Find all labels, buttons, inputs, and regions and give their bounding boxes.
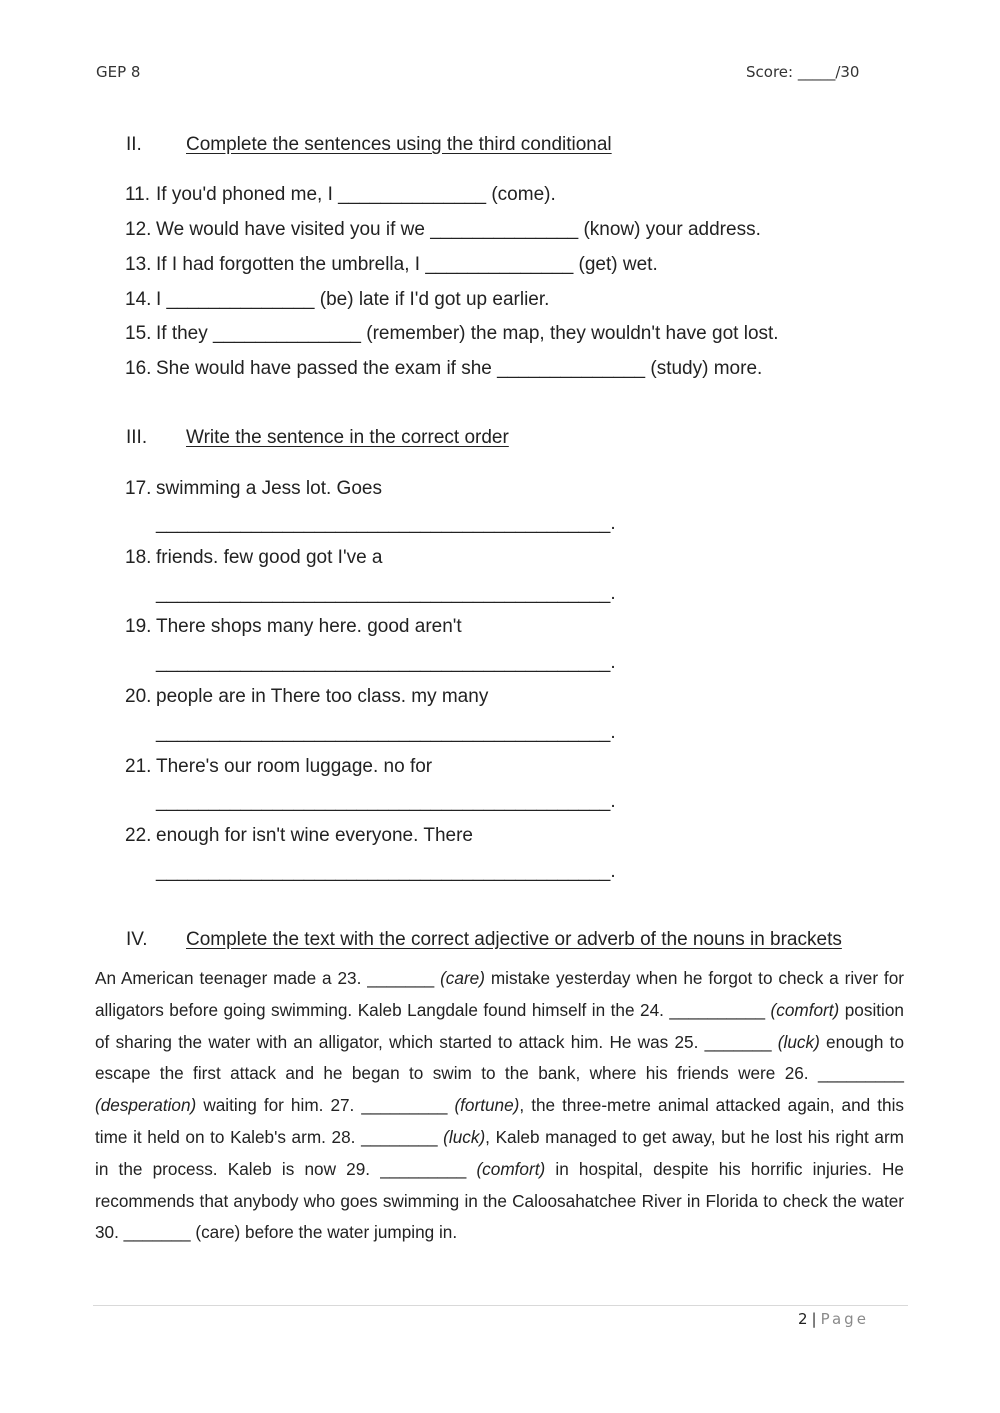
word-hint: (comfort) <box>770 999 840 1020</box>
question-number: 12. <box>125 219 152 240</box>
question-text: There shops many here. good aren't <box>156 616 462 637</box>
question-text: swimming a Jess lot. Goes <box>156 478 382 499</box>
question-text: If they ______________ (remember) the map, they wouldn't have got lost. <box>156 323 779 344</box>
word-hint: (care) <box>440 968 485 988</box>
section-4-number: IV. <box>126 929 148 950</box>
question-19 <box>125 616 462 638</box>
cloze-paragraph[interactable] <box>95 963 904 1249</box>
question-21 <box>125 756 432 778</box>
answer-line-21[interactable]: ___________________________________________. <box>156 791 616 812</box>
paragraph-text: in hospital, despite his horrific injuries. He recommends that anybody who goes swimming in the Caloosahatchee River in Florida to check the water 30. _______ (care) before the water jumping in. <box>95 1158 904 1243</box>
word-hint: (luck) <box>443 1126 486 1147</box>
question-17 <box>125 478 382 500</box>
section-2-heading <box>126 134 826 158</box>
question-number: 13. <box>125 254 152 275</box>
word-hint: (fortune) <box>454 1095 520 1116</box>
question-22 <box>125 825 473 847</box>
question-20 <box>125 686 488 708</box>
answer-line-22[interactable]: ___________________________________________. <box>156 861 616 882</box>
question-16[interactable] <box>125 358 762 380</box>
question-number: 14. <box>125 289 152 310</box>
section-4-heading <box>126 929 906 953</box>
paragraph-text: , the three-metre animal attacked again, and this time it held on to Kaleb's arm. 28. ________ <box>95 1095 904 1147</box>
score-field: Score: _____/30 <box>746 63 860 81</box>
question-15[interactable] <box>125 323 779 345</box>
question-text: If you'd phoned me, I ______________ (come). <box>156 184 556 205</box>
question-number: 11. <box>125 184 151 205</box>
paragraph-text: An American teenager made a 23. _______ <box>95 968 441 988</box>
question-number: 18. <box>125 547 152 568</box>
paragraph-text: position of sharing the water with an alligator, which started to attack him. He was 25. _______ <box>95 999 904 1052</box>
question-number: 20. <box>125 686 152 707</box>
question-text: She would have passed the exam if she ______________ (study) more. <box>156 358 763 379</box>
question-number: 19. <box>125 616 152 637</box>
section-3-number: III. <box>126 427 148 448</box>
question-text: I ______________ (be) late if I'd got up earlier. <box>156 289 550 310</box>
question-text: enough for isn't wine everyone. There <box>156 825 473 846</box>
section-2-number: II. <box>126 134 142 155</box>
word-hint: (luck) <box>777 1031 820 1052</box>
page-number: 2 <box>798 1310 808 1328</box>
question-number: 17. <box>125 478 152 499</box>
question-14[interactable] <box>125 289 549 311</box>
question-number: 15. <box>125 323 152 344</box>
page-label: Page <box>820 1310 869 1328</box>
question-text: people are in There too class. my many <box>156 686 489 707</box>
paragraph-text: mistake yesterday when he forgot to check a river for alligators before going swimming. Kaleb Langdale found himself in the 24. __________ <box>95 968 904 1020</box>
section-4-title: Complete the text with the correct adjective or adverb of the nouns in brackets <box>186 929 842 950</box>
word-hint: (desperation) <box>95 1095 197 1116</box>
question-text: friends. few good got I've a <box>156 547 383 568</box>
answer-line-17[interactable]: ___________________________________________. <box>156 513 616 534</box>
worksheet-code: GEP 8 <box>96 63 141 81</box>
paragraph-text: waiting for him. 27. _________ <box>196 1095 455 1116</box>
section-2-title: Complete the sentences using the third conditional <box>186 134 612 155</box>
question-11[interactable] <box>125 184 556 206</box>
question-text: There's our room luggage. no for <box>156 756 433 777</box>
footer-separator: | <box>811 1310 817 1328</box>
question-13[interactable] <box>125 254 658 276</box>
section-3-title: Write the sentence in the correct order <box>186 427 509 448</box>
section-3-heading <box>126 427 826 451</box>
paragraph-text: enough to escape the first attack and he began to swim to the bank, where his friends were 26. _________ <box>95 1031 904 1084</box>
question-12[interactable] <box>125 219 761 241</box>
page-footer <box>798 1310 869 1328</box>
question-number: 16. <box>125 358 152 379</box>
question-18 <box>125 547 383 569</box>
footer-divider <box>93 1305 908 1306</box>
answer-line-19[interactable]: ___________________________________________. <box>156 652 616 673</box>
question-text: If I had forgotten the umbrella, I ______________ (get) wet. <box>156 254 658 275</box>
question-number: 21. <box>125 756 152 777</box>
paragraph-text: , Kaleb managed to get away, but he lost his right arm in the process. Kaleb is now 29. _________ <box>95 1126 904 1179</box>
answer-line-18[interactable]: ___________________________________________. <box>156 583 616 604</box>
question-number: 22. <box>125 825 152 846</box>
word-hint: (comfort) <box>476 1158 546 1179</box>
answer-line-20[interactable]: ___________________________________________. <box>156 722 616 743</box>
question-text: We would have visited you if we ______________ (know) your address. <box>156 219 761 240</box>
